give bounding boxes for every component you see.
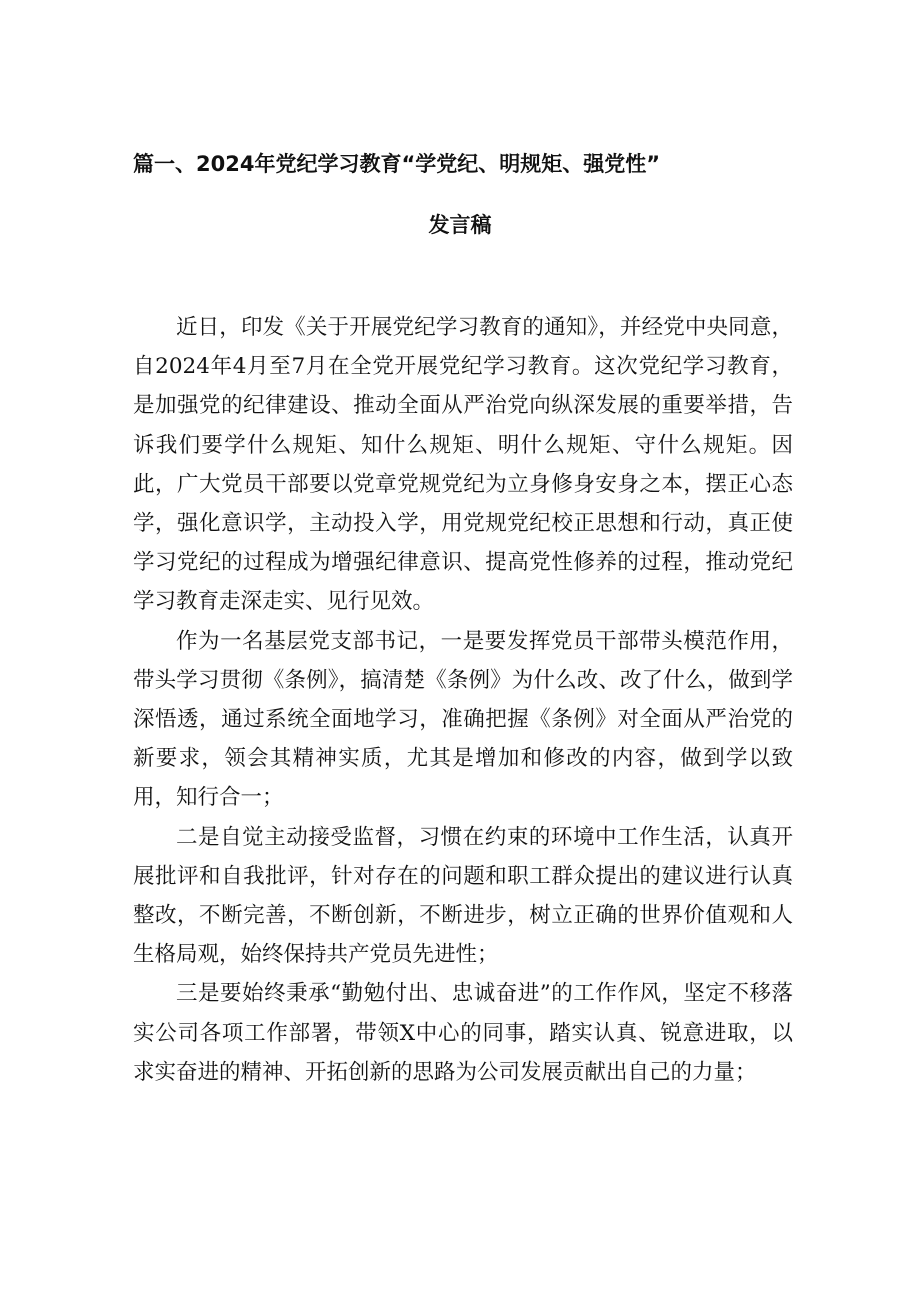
document-title-line-2: 发言稿	[428, 213, 492, 237]
document-body	[133, 308, 793, 1092]
paragraph-3: 二是自觉主动接受监督，习惯在约束的环境中工作生活，认真开展批评和自我批评，针对存在的问题和职工群众提出的建议进行认真整改，不断完善，不断创新，不断进步，树立正确的世界价值观和人生格局观，始终保持共产党员先进性；	[133, 824, 793, 968]
paragraph-4: 三是要始终秉承“勤勉付出、忠诚奋进”的工作作风，坚定不移落实公司各项工作部署，带领X中心的同事，踏实认真、锐意进取，以求实奋进的精神、开拓创新的思路为公司发展贡献出自己的力量；	[133, 981, 793, 1085]
document-title-line-1: 篇一、2024年党纪学习教育“学党纪、明规矩、强党性”	[133, 152, 661, 176]
paragraph-1: 近日，印发《关于开展党纪学习教育的通知》，并经党中央同意，自2024年4月至7月在全党开展党纪学习教育。这次党纪学习教育，是加强党的纪律建设、推动全面从严治党向纵深发展的重要举措，告诉我们要学什么规矩、知什么规矩、明什么规矩、守什么规矩。因此，广大党员干部要以党章党规党纪为立身修身安身之本，摆正心态学，强化意识学，主动投入学，用党规党纪校正思想和行动，真正使学习党纪的过程成为增强纪律意识、提高党性修养的过程，推动党纪学习教育走深走实、见行见效。	[133, 315, 793, 615]
paragraph-2: 作为一名基层党支部书记，一是要发挥党员干部带头模范作用，带头学习贯彻《条例》，搞清楚《条例》为什么改、改了什么，做到学深悟透，通过系统全面地学习，准确把握《条例》对全面从严治党的新要求，领会其精神实质，尤其是增加和修改的内容，做到学以致用，知行合一；	[133, 628, 793, 811]
